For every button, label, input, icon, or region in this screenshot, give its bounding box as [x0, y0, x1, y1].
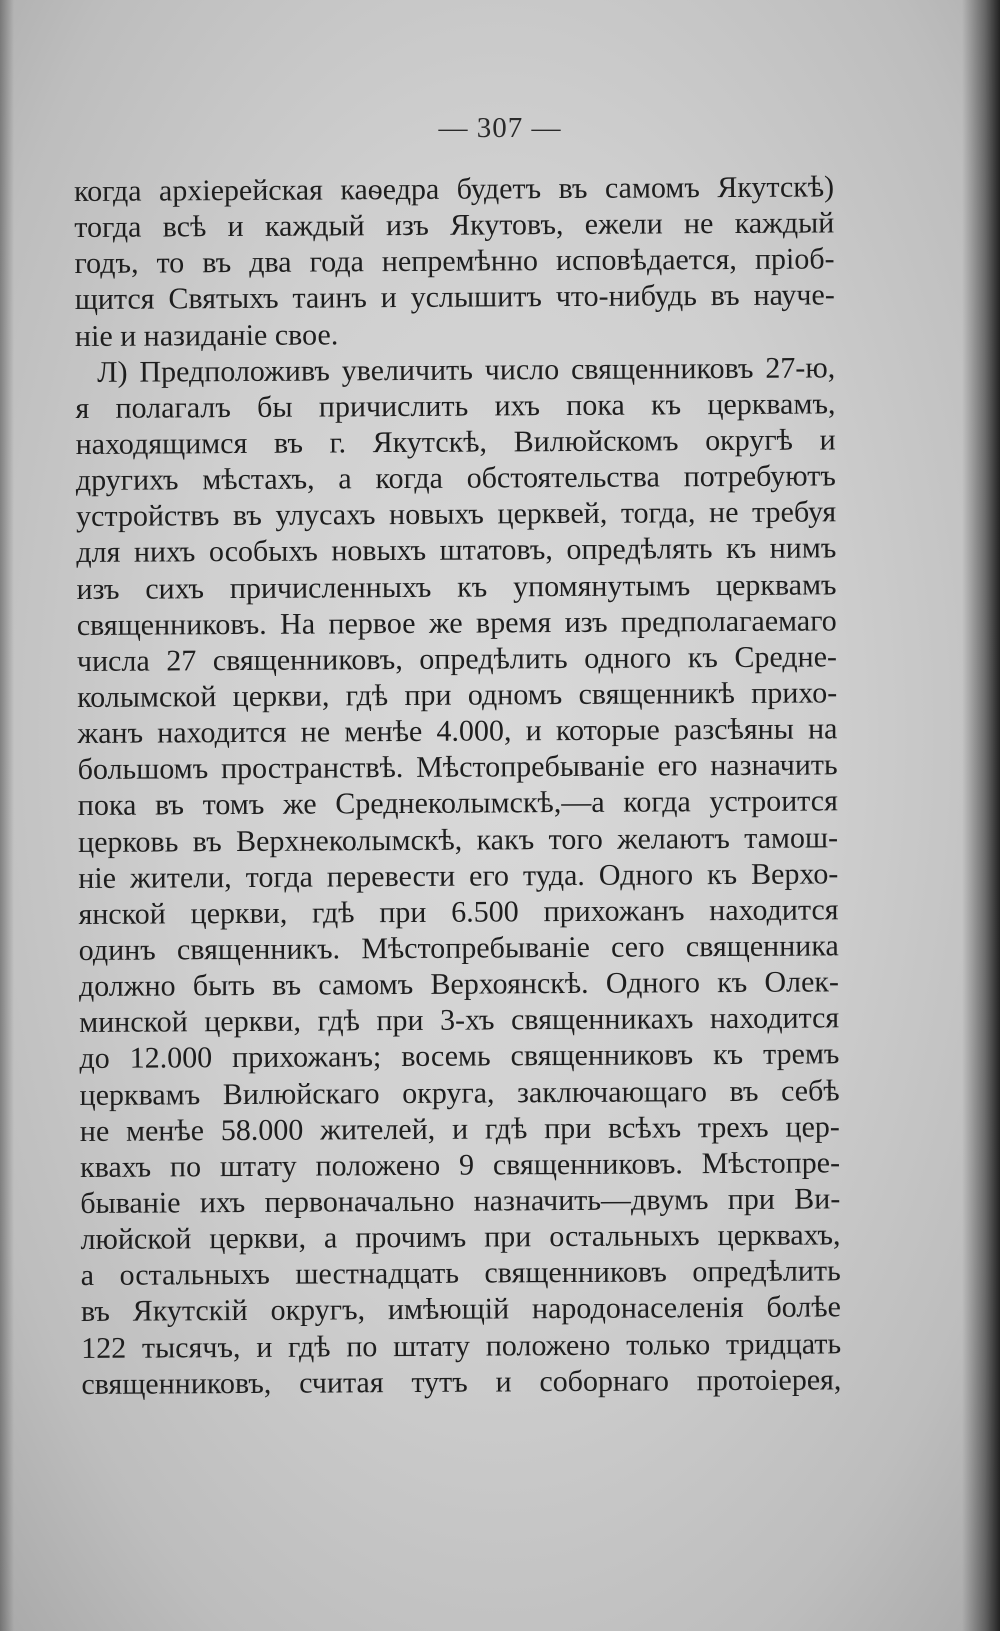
text-line: церковь въ Верхнеколымскѣ, какъ того желаютъ тамош-	[77, 820, 839, 859]
text-line: въ Якутскій округъ, имѣющій народонаселенія болѣе	[80, 1290, 842, 1329]
text-line: ніе и назиданіе свое.	[74, 317, 339, 353]
text-line: люйской церкви, а прочимъ при остальныхъ церквахъ,	[80, 1218, 841, 1257]
text-line: я полагалъ бы причислить ихъ пока къ церквамъ,	[75, 387, 836, 425]
text-line: щится Святыхъ таинъ и услышитъ что-нибудь въ науче-	[74, 278, 835, 317]
text-line: большомъ пространствѣ. Мѣстопребываніе его назначить	[77, 748, 838, 787]
text-line: Л) Предположивъ увеличить число священниковъ 27-ю,	[97, 351, 836, 389]
text-line: квахъ по штату положено 9 священниковъ. Мѣстопре-	[79, 1146, 841, 1184]
text-line: пока въ томъ же Среднеколымскѣ,—а когда устроится	[77, 784, 838, 823]
text-line: священниковъ. На первое же время изъ предполагаемаго	[76, 604, 837, 642]
text-line: другихъ мѣстахъ, а когда обстоятельства потребуютъ	[75, 459, 836, 498]
page-right-shadow	[962, 0, 1000, 1631]
text-line: годъ, то въ два года непремѣнно исповѣдается, пріоб-	[74, 242, 835, 281]
text-line: до 12.000 прихожанъ; восемь священниковъ къ тремъ	[79, 1037, 840, 1076]
text-line: минской церкви, гдѣ при 3-хъ священникахъ находится	[79, 1001, 840, 1040]
text-line: должно быть въ самомъ Верхоянскѣ. Одного къ Олек-	[78, 965, 840, 1004]
text-line: изъ сихъ причисленныхъ къ упомянутымъ церквамъ	[76, 567, 837, 606]
text-line: 122 тысячъ, и гдѣ по штату положено только тридцать	[81, 1326, 842, 1365]
text-line: жанъ находится не менѣе 4.000, и которые разсѣяны на	[77, 712, 838, 751]
text-line: янской церкви, гдѣ при 6.500 прихожанъ находится	[78, 893, 839, 931]
page-number: — 307 —	[438, 112, 562, 144]
text-line: ніе жители, тогда перевести его туда. Одного къ Верхо-	[78, 857, 839, 895]
text-line: священниковъ, считая тутъ и соборнаго протоіерея,	[81, 1362, 842, 1401]
text-line: не менѣе 58.000 жителей, и гдѣ при всѣхъ трехъ цер-	[79, 1109, 840, 1148]
text-line: тогда всѣ и каждый изъ Якутовъ, ежели не каждый	[74, 206, 835, 245]
text-line: когда архіерейская каѳедра будетъ въ самомъ Якутскѣ)	[74, 170, 835, 208]
text-line: колымской церкви, гдѣ при одномъ священникѣ прихо-	[77, 676, 838, 714]
body-text	[74, 169, 841, 1402]
text-line: числа 27 священниковъ, опредѣлить одного къ Средне-	[76, 640, 838, 678]
text-line: церквамъ Вилюйскаго округа, заключающаго въ себѣ	[79, 1073, 840, 1112]
text-line: быванiе ихъ первоначально назначить—двумъ при Ви-	[80, 1182, 841, 1220]
text-line: устройствъ въ улусахъ новыхъ церквей, тогда, не требуя	[75, 495, 837, 534]
text-line: а остальныхъ шестнадцать священниковъ опредѣлить	[80, 1254, 841, 1293]
page-left-shadow	[0, 0, 14, 1631]
text-line: для нихъ особыхъ новыхъ штатовъ, опредѣлять къ нимъ	[76, 531, 837, 570]
text-line: находящимся въ г. Якутскѣ, Вилюйскомъ округѣ и	[75, 423, 836, 461]
text-line: одинъ священникъ. Мѣстопребываніе сего священника	[78, 929, 839, 967]
